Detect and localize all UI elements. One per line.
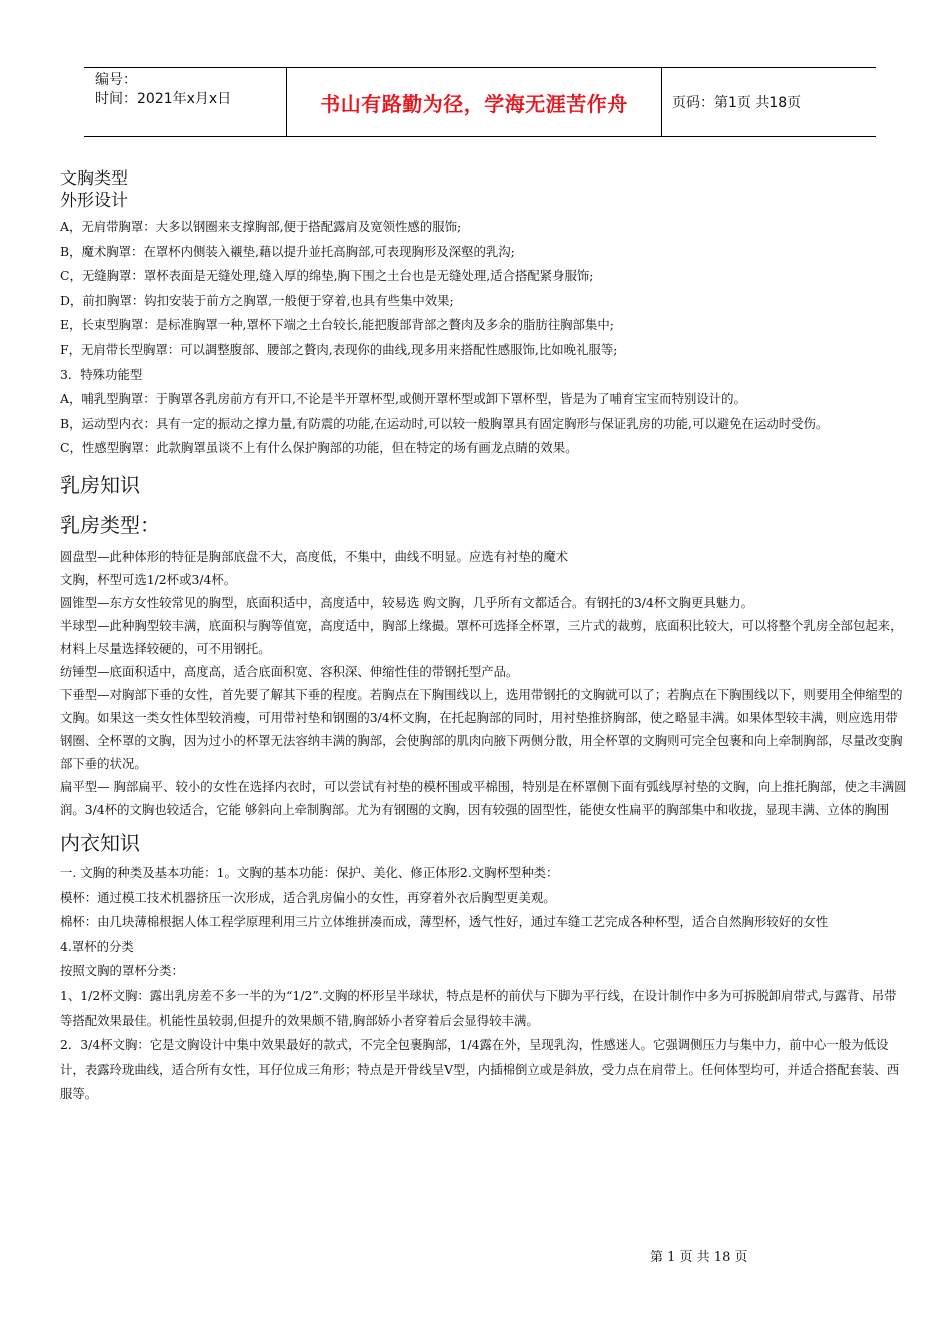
- design-list: [60, 215, 908, 461]
- number-label: 编号：: [95, 72, 137, 88]
- design-title: 外形设计: [60, 191, 128, 211]
- list-item: 圆盘型—此种体形的特征是胸部底盘不大，高度低，不集中，曲线不明显。应选有衬垫的魔术: [60, 548, 569, 564]
- breast-knowledge-title: 乳房知识: [60, 472, 140, 497]
- list-item: A，无肩带胸罩：大多以钢圈来支撑胸部,便于搭配露肩及宽领性感的服饰;: [60, 219, 462, 234]
- underwear-title: 内衣知识: [60, 830, 140, 855]
- list-item: E，长束型胸罩：是标准胸罩一种,罩杯下端之土台较长,能把腹部背部之贅肉及多余的脂肪往胸部集中;: [60, 317, 614, 333]
- list-item: 文胸，杯型可选1/2杯或3/4杯。: [60, 571, 237, 587]
- breast-types-title: 乳房类型：: [60, 512, 160, 537]
- list-item: B，魔术胸罩：在罩杯内侧装入襯垫,藉以提升並托高胸部,可表现胸形及深壑的乳沟;: [60, 243, 515, 259]
- list-item: 2．3/4杯文胸：它是文胸设计中集中效果最好的款式，不完全包裹胸部，1/4露在外，呈现乳沟，性感迷人。它强调侧压力与集中力，前中心一般为低设计，表露玲珑曲线，适合所有女性，耳仔位成三角形；特点是开骨线呈V型，内插棉倒立或是斜放，受力点在肩带上。任何体型均可，并适合搭配套装、西服等。: [60, 1037, 900, 1102]
- list-item: 模杯：通过模工技术机器挤压一次形成，适合乳房偏小的女性，再穿着外衣后胸型更美观。: [60, 889, 556, 905]
- document-body: [60, 168, 908, 1107]
- list-item: 1、1/2杯文胸：露出乳房差不多一半的为“1/2”.文胸的杯形呈半球状，特点是杯的前伏与下脚为平行线，在设计制作中多为可拆脱卸肩带式,与露背、吊带等搭配效果最佳。机能性虽较弱,但提升的效果颇不错,胸部娇小者穿着后会显得较丰满。: [60, 987, 897, 1028]
- list-item: D，前扣胸罩：钩扣安装于前方之胸罩,一般便于穿着,也具有些集中效果;: [60, 292, 454, 308]
- list-item: A，哺乳型胸罩：于胸罩各乳房前方有开口,不论是半开罩杯型,或侧开罩杯型或卸下罩杯型，皆是为了哺育宝宝而特别设计的。: [60, 391, 746, 407]
- page-footer: 第 1 页 共 18 页: [650, 1250, 748, 1265]
- list-item: 纺锤型—底面积适中，高度高，适合底面积宽、容积深、伸缩性佳的带钢托型产品。: [60, 663, 519, 679]
- list-item: 按照文胸的罩杯分类：: [60, 963, 184, 979]
- list-item: C，无缝胸罩：罩杯表面是无缝处理,缝入厚的绵垫,胸下围之土台也是无缝处理,适合搭配紧身服饰;: [60, 268, 594, 284]
- header-motto: 书山有路勤为径，学海无涯苦作舟: [286, 68, 662, 136]
- list-item: F，无肩带长型胸罩：可以調整腹部、腰部之贅肉,表现你的曲线,现多用来搭配性感服饰,比如晚礼服等;: [60, 341, 618, 357]
- list-item: 棉杯：由几块薄棉根据人体工程学原理利用三片立体维拼凑而成，薄型杯，透气性好，通过车缝工艺完成各种杯型，适合自然胸形较好的女性: [60, 914, 829, 930]
- page-header: [84, 67, 876, 137]
- list-item: 一. 文胸的种类及基本功能：1。文胸的基本功能：保护、美化、修正体形2.文胸杯型种类：: [60, 864, 559, 880]
- list-item: 扁平型— 胸部扁平、较小的女性在选择内衣时，可以尝试有衬垫的模杯围或平棉围，特别是在杯罩侧下面有弧线厚衬垫的文胸，向上推托胸部，使之丰满圆润。3/4杯的文胸也较适合，它能 够斜向上牵制胸部。尤为有钢圈的文胸，因有较强的固型性，能使女性扁平的胸部集中和收拢，显现丰满、立体的胸围: [60, 778, 907, 817]
- list-item: 4.罩杯的分类: [60, 938, 134, 954]
- list-item: 下垂型—对胸部下垂的女性，首先要了解其下垂的程度。若胸点在下胸围线以上，选用带钢托的文胸就可以了；若胸点在下胸围线以下，则要用全伸缩型的文胸。如果这一类女性体型较消瘦，可用带衬垫和钢圈的3/4杯文胸，在托起胸部的同时，用衬垫推挤胸部，使之略显丰满。如果体型较丰满，则应选用带钢圈、全杯罩的文胸，因为过小的杯罩无法容纳丰满的胸部，会使胸部的肌肉向腋下两侧分散，用全杯罩的文胸则可完全包裹和向上牵制胸部，尽量改变胸部下垂的状况。: [60, 686, 903, 771]
- list-item: 3．特殊功能型: [60, 366, 143, 382]
- list-item: 圆锥型—东方女性较常见的胸型，底面积适中，高度适中，较易选 购文胸，几乎所有文都适合。有钢托的3/4杯文胸更具魅力。: [60, 594, 753, 610]
- breast-list: [60, 545, 908, 821]
- list-item: 半球型—此种胸型较丰满，底面积与胸等值宽，高度适中，胸部上缘撮。罩杯可选择全杯罩，三片式的裁剪，底面积比较大，可以将整个乳房全部包起来，材料上尽量选择较硬的，可不用钢托。: [60, 617, 903, 656]
- header-meta: [84, 68, 286, 136]
- list-item: B，运动型内衣：具有一定的振动之撑力量,有防震的功能,在运动时,可以较一般胸罩具有固定胸形与保证乳房的功能,可以避免在运动时受伤。: [60, 415, 829, 431]
- underwear-list: [60, 861, 908, 1107]
- time-label: 时间：2021年x月x日: [95, 91, 232, 107]
- bra-types-title: 文胸类型: [60, 169, 128, 189]
- header-page-label: 页码：第1页 共18页: [672, 95, 802, 111]
- list-item: C，性感型胸罩：此款胸罩虽谈不上有什么保护胸部的功能，但在特定的场有画龙点睛的效果。: [60, 440, 578, 456]
